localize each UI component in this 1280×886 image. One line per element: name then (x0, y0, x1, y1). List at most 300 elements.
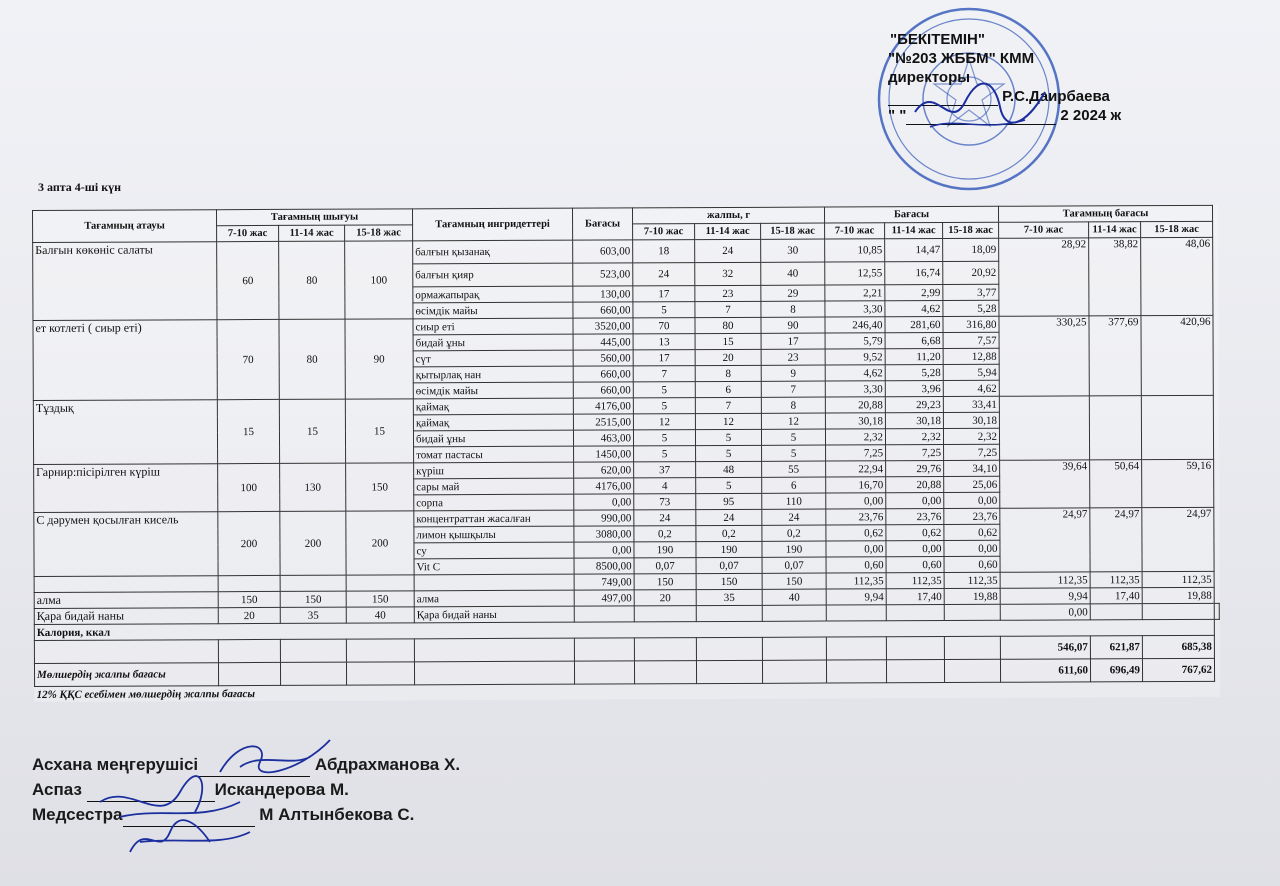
ingredient-cost: 0,00 (944, 492, 1000, 508)
ingredient-grams: 17 (633, 286, 695, 302)
empty-cell (346, 639, 414, 662)
ingredient-grams: 190 (634, 542, 696, 558)
table-row (33, 237, 1218, 265)
ingredient-grams: 5 (633, 398, 695, 414)
age-header: 11-14 жас (695, 223, 761, 239)
dish-output: 200 (218, 511, 280, 575)
ingredient-grams: 190 (696, 541, 762, 557)
ingredient-cost: 25,06 (944, 476, 1000, 492)
ingredient-name: ормажапырақ (413, 286, 573, 303)
header-cost: Бағасы (824, 206, 998, 223)
empty-cell (280, 639, 346, 662)
ingredient-grams: 0,2 (762, 525, 826, 541)
ingredient-price: 3080,00 (574, 526, 634, 542)
ingredient-cost: 0,00 (826, 493, 886, 509)
dish-output: 90 (345, 319, 413, 399)
ingredient-grams: 40 (761, 262, 825, 285)
empty-cell (574, 661, 634, 684)
ingredient-price: 8500,00 (574, 558, 634, 574)
ingredient-grams: 110 (762, 493, 826, 509)
dish-output: 200 (346, 511, 414, 575)
dish-name: Гарнир:пісірілген күріш (34, 464, 218, 513)
approval-title: "БЕКІТЕМІН" (890, 31, 985, 48)
ingredient-name: өсімдік майы (413, 382, 573, 399)
header-dish-price: Тағамның бағасы (998, 205, 1212, 222)
ingredient-grams: 5 (633, 302, 695, 318)
ingredient-grams: 5 (633, 382, 695, 398)
ingredient-cost: 0,62 (826, 525, 886, 541)
dish-output: 70 (217, 319, 279, 399)
ingredient-cost: 30,18 (825, 413, 885, 429)
dish-total-price (999, 396, 1089, 460)
ingredient-grams: 24 (634, 510, 696, 526)
ingredient-grams: 7 (633, 366, 695, 382)
age-header: 11-14 жас (1089, 222, 1141, 238)
age-header: 15-18 жас (1141, 221, 1213, 237)
age-header: 15-18 жас (761, 223, 825, 239)
age-header: 7-10 жас (999, 222, 1089, 238)
ingredient-grams: 5 (634, 446, 696, 462)
ingredient-cost: 3,96 (885, 381, 943, 397)
empty-cell (826, 637, 886, 660)
ingredient-cost: 246,40 (825, 317, 885, 333)
dish-output: 100 (218, 463, 280, 511)
vat-total-value: 767,62 (1142, 658, 1214, 681)
ingredient-cost: 4,62 (825, 365, 885, 381)
ingredient-cost: 20,88 (825, 397, 885, 413)
ingredient-price: 2515,00 (573, 414, 633, 430)
ingredient-cost: 0,60 (826, 557, 886, 573)
ingredient-cost: 29,23 (885, 397, 943, 413)
ingredient-name: сиыр еті (413, 318, 573, 335)
ingredient-cost: 112,35 (826, 573, 886, 589)
dish-total-price: 9,94 (1000, 588, 1090, 604)
ingredient-grams: 23 (761, 349, 825, 365)
empty-cell (826, 660, 886, 683)
ingredient-name: балғын қияр (413, 263, 573, 287)
ingredient-grams: 5 (695, 429, 761, 445)
ingredient-cost: 11,20 (885, 349, 943, 365)
empty-cell (34, 640, 218, 664)
ingredient-cost: 10,85 (825, 239, 885, 262)
ingredient-grams: 32 (695, 262, 761, 285)
dish-total-price: 330,25 (999, 316, 1089, 396)
ingredient-cost: 7,25 (944, 444, 1000, 460)
empty-cell (280, 575, 346, 591)
ingredient-cost: 5,94 (943, 364, 999, 380)
ingredient-grams: 23 (695, 285, 761, 301)
dish-output: 15 (217, 399, 279, 463)
empty-cell (1142, 603, 1214, 619)
ingredient-cost: 12,88 (943, 348, 999, 364)
ingredient-cost: 23,76 (944, 508, 1000, 524)
ingredient-cost: 7,25 (826, 445, 886, 461)
dish-output: 40 (346, 607, 414, 623)
ingredient-grams: 4 (634, 478, 696, 494)
ingredient-grams: 8 (695, 365, 761, 381)
ingredient-cost: 0,00 (826, 541, 886, 557)
ingredient-cost: 0,62 (886, 525, 944, 541)
dish-output: 100 (345, 241, 413, 319)
dish-total-price: 112,35 (1142, 571, 1214, 587)
ingredient-grams: 150 (634, 574, 696, 590)
empty-cell (762, 660, 826, 683)
ingredient-name: Vit C (414, 558, 574, 575)
dish-total-price: 59,16 (1142, 459, 1214, 507)
empty-cell (218, 575, 280, 591)
ingredient-cost: 7,57 (943, 332, 999, 348)
ingredient-grams: 24 (696, 509, 762, 525)
ingredient-grams: 7 (695, 397, 761, 413)
portion-total-value: 685,38 (1142, 635, 1214, 658)
ingredient-grams: 30 (761, 239, 825, 262)
ingredient-name: бидай ұны (413, 334, 573, 351)
ingredient-grams: 150 (762, 573, 826, 589)
age-header: 7-10 жас (825, 223, 885, 239)
ingredient-name: бидай ұны (413, 430, 573, 447)
dish-name: Тұздық (33, 400, 217, 465)
ingredient-name: лимон қышқылы (414, 526, 574, 543)
empty-cell (944, 604, 1000, 620)
dish-output: 80 (279, 241, 345, 319)
dish-total-price: 39,64 (1000, 460, 1090, 508)
dish-output: 150 (280, 591, 346, 607)
dish-output: 150 (346, 463, 414, 511)
ingredient-cost: 3,77 (943, 284, 999, 300)
ingredient-grams: 5 (633, 430, 695, 446)
ingredient-grams: 8 (761, 397, 825, 413)
empty-cell (944, 659, 1000, 682)
dish-total-price: 17,40 (1090, 588, 1142, 604)
ingredient-grams: 40 (762, 589, 826, 605)
ingredient-name: алма (414, 590, 574, 607)
ingredient-name: су (414, 542, 574, 559)
menu-table (32, 205, 1220, 702)
ingredient-cost: 112,35 (944, 572, 1000, 588)
portion-total-label: Мөлшердің жалпы бағасы (34, 663, 218, 687)
ingredient-grams: 29 (761, 285, 825, 301)
ingredient-grams: 150 (696, 573, 762, 589)
dish-total-price: 420,96 (1141, 315, 1213, 395)
ingredient-grams: 9 (761, 365, 825, 381)
signature-role: Медсестра (32, 805, 123, 824)
ingredient-cost: 20,92 (943, 261, 999, 284)
ingredient-cost: 30,18 (943, 412, 999, 428)
dish-total-price (1141, 395, 1213, 459)
ingredient-cost: 3,30 (825, 381, 885, 397)
empty-cell (414, 574, 574, 591)
ingredient-grams: 24 (762, 509, 826, 525)
menu-table-body (33, 237, 1220, 702)
ingredient-grams: 35 (696, 589, 762, 605)
dish-total-price: 28,92 (999, 238, 1089, 316)
ingredient-cost: 23,76 (886, 509, 944, 525)
ingredient-cost: 33,41 (943, 396, 999, 412)
ingredient-grams: 15 (695, 333, 761, 349)
ingredient-cost: 9,52 (825, 349, 885, 365)
ingredient-grams: 90 (761, 317, 825, 333)
ingredient-grams: 12 (695, 413, 761, 429)
ingredient-cost: 0,00 (944, 540, 1000, 556)
ingredient-grams: 0,07 (634, 558, 696, 574)
ingredient-cost: 2,32 (885, 429, 943, 445)
ingredient-cost: 2,32 (943, 428, 999, 444)
ingredient-grams: 7 (761, 381, 825, 397)
empty-cell (280, 662, 346, 685)
signature-role: Аспаз (32, 780, 82, 799)
ingredient-cost: 6,68 (885, 333, 943, 349)
dish-name: С дәрумен қосылған кисель (34, 512, 218, 577)
ingredient-grams: 0,2 (696, 525, 762, 541)
ingredient-cost: 30,18 (885, 413, 943, 429)
ingredient-grams: 18 (633, 240, 695, 263)
empty-cell (696, 637, 762, 660)
dish-total-price: 24,97 (1142, 507, 1214, 571)
ingredient-grams: 24 (695, 239, 761, 262)
ingredient-cost: 4,62 (943, 380, 999, 396)
ingredient-grams: 73 (634, 494, 696, 510)
approval-date-suffix: 2 2024 ж (1060, 107, 1122, 124)
ingredient-cost: 281,60 (885, 317, 943, 333)
ingredient-price: 3520,00 (573, 318, 633, 334)
ingredient-cost: 0,00 (886, 541, 944, 557)
ingredient-name: өсімдік майы (413, 302, 573, 319)
director-signature-icon (905, 72, 1055, 142)
ingredient-name: қаймақ (413, 414, 573, 431)
ingredient-grams: 8 (761, 301, 825, 317)
empty-cell (826, 605, 886, 621)
ingredient-price: 1450,00 (574, 446, 634, 462)
ingredient-price: 620,00 (574, 462, 634, 478)
ingredient-cost: 0,60 (944, 556, 1000, 572)
ingredient-cost: 34,10 (944, 460, 1000, 476)
ingredient-cost: 18,09 (943, 238, 999, 261)
ingredient-cost: 9,94 (826, 589, 886, 605)
ingredient-grams: 5 (696, 477, 762, 493)
ingredient-price: 990,00 (574, 510, 634, 526)
dish-name: Қара бидай наны (34, 608, 218, 625)
signature-name: Абдрахманова Х. (314, 755, 461, 774)
ingredient-cost: 16,70 (826, 477, 886, 493)
ingredient-cost: 0,62 (944, 524, 1000, 540)
ingredient-cost: 2,99 (885, 285, 943, 301)
ingredient-grams: 17 (633, 350, 695, 366)
dish-total-price: 48,06 (1141, 237, 1213, 315)
age-header: 7-10 жас (217, 225, 279, 241)
dish-total-price: 112,35 (1000, 572, 1090, 588)
age-header: 11-14 жас (279, 225, 345, 241)
empty-cell (634, 661, 696, 684)
ingredient-cost: 2,32 (825, 429, 885, 445)
ingredient-cost: 0,00 (886, 493, 944, 509)
ingredient-cost: 29,76 (886, 461, 944, 477)
empty-cell (574, 606, 634, 622)
ingredient-cost: 20,88 (886, 477, 944, 493)
dish-total-price: 50,64 (1090, 460, 1142, 508)
dish-output: 150 (346, 591, 414, 607)
dish-output: 20 (218, 607, 280, 623)
ingredient-price: 0,00 (574, 542, 634, 558)
ingredient-cost: 16,74 (885, 262, 943, 285)
ingredient-cost: 4,62 (885, 301, 943, 317)
ingredient-name: сүт (413, 350, 573, 367)
empty-cell (218, 662, 280, 685)
ingredient-grams: 24 (633, 263, 695, 286)
ingredient-grams: 6 (695, 381, 761, 397)
ingredient-name: сары май (414, 478, 574, 495)
ingredient-cost: 5,28 (943, 300, 999, 316)
ingredient-grams: 20 (695, 349, 761, 365)
ingredient-grams: 48 (696, 461, 762, 477)
ingredient-price: 445,00 (573, 334, 633, 350)
ingredient-grams: 0,07 (696, 557, 762, 573)
approval-school: "№203 ЖББМ" КММ (888, 50, 1035, 67)
ingredient-cost: 0,60 (886, 557, 944, 573)
ingredient-name: қытырлақ нан (413, 366, 573, 383)
ingredient-price: 4176,00 (574, 478, 634, 494)
ingredient-grams: 12 (633, 414, 695, 430)
vat-total-label: 12% ҚҚС есебімен мөлшердің жалпы бағасы (36, 687, 256, 701)
ingredient-grams: 55 (762, 461, 826, 477)
dish-output: 60 (217, 241, 279, 319)
signature-name: Искандерова М. (214, 780, 349, 799)
empty-cell (414, 661, 574, 685)
ingredient-cost: 22,94 (826, 461, 886, 477)
header-output: Тағамның шығуы (217, 209, 413, 226)
header-total-g: жалпы, г (632, 207, 824, 224)
dish-total-price (1089, 396, 1141, 460)
ingredient-name: сорпа (414, 494, 574, 511)
ingredient-cost: 12,55 (825, 262, 885, 285)
portion-total-value: 621,87 (1090, 636, 1142, 659)
ingredient-price: 130,00 (573, 286, 633, 302)
ingredient-name: балғын қызанақ (413, 240, 573, 264)
empty-cell (886, 605, 944, 621)
header-ingredients: Тағамның ингридеттері (412, 208, 572, 241)
ingredient-price: 660,00 (573, 382, 633, 398)
menu-table-wrapper (32, 205, 1220, 702)
signature-role: Асхана меңгерушісі (32, 755, 199, 774)
dish-output: 15 (279, 399, 345, 463)
age-header: 15-18 жас (345, 225, 413, 241)
ingredient-grams: 190 (762, 541, 826, 557)
approval-date-prefix: " " (888, 107, 907, 124)
dish-name: ет котлеті ( сиыр еті) (33, 320, 217, 401)
ingredient-price: 749,00 (574, 574, 634, 590)
ingredient-price: 497,00 (574, 590, 634, 606)
ingredient-grams: 70 (633, 318, 695, 334)
age-header: 15-18 жас (943, 222, 999, 238)
ingredient-grams: 80 (695, 317, 761, 333)
ingredient-cost: 2,21 (825, 285, 885, 301)
empty-cell (346, 575, 414, 591)
empty-cell (218, 639, 280, 662)
ingredient-price: 660,00 (573, 302, 633, 318)
empty-cell (414, 638, 574, 662)
ingredient-grams: 5 (696, 445, 762, 461)
ingredient-cost: 112,35 (886, 573, 944, 589)
empty-cell (634, 638, 696, 661)
ingredient-cost: 23,76 (826, 509, 886, 525)
dish-total-price: 377,69 (1089, 316, 1141, 396)
vat-total-value: 611,60 (1000, 659, 1090, 682)
ingredient-grams: 5 (762, 445, 826, 461)
ingredient-name: күріш (414, 462, 574, 479)
empty-cell (944, 636, 1000, 659)
age-header: 7-10 жас (633, 224, 695, 240)
header-price: Бағасы (572, 208, 632, 240)
dish-output: 80 (279, 319, 345, 399)
ingredient-grams: 6 (762, 477, 826, 493)
week-day-label: 3 апта 4-ші күн (38, 180, 122, 194)
ingredient-name: томат пастасы (414, 446, 574, 463)
ingredient-grams: 95 (696, 493, 762, 509)
ingredient-name: қаймақ (413, 398, 573, 415)
ingredient-grams: 17 (761, 333, 825, 349)
empty-cell (1090, 604, 1142, 620)
age-header: 11-14 жас (885, 223, 943, 239)
dish-name: Балғын көкөніс салаты (33, 242, 217, 321)
ingredient-price: 463,00 (573, 430, 633, 446)
ingredient-price: 603,00 (573, 240, 633, 263)
ingredient-grams: 0,07 (762, 557, 826, 573)
ingredient-name: Қара бидай наны (414, 606, 574, 623)
empty-cell (762, 637, 826, 660)
ingredient-cost: 14,47 (885, 239, 943, 262)
empty-cell (886, 637, 944, 660)
empty-cell (34, 576, 218, 593)
dish-output: 130 (280, 463, 346, 511)
ingredient-cost: 5,28 (885, 365, 943, 381)
vat-total-value: 696,49 (1090, 659, 1142, 682)
calorie-label: Калория, ккал (34, 619, 1214, 640)
ingredient-cost: 17,40 (886, 589, 944, 605)
empty-cell (696, 605, 762, 621)
ingredient-grams: 37 (634, 462, 696, 478)
ingredient-grams: 0,2 (634, 526, 696, 542)
ingredient-cost: 316,80 (943, 316, 999, 332)
ingredient-cost: 3,30 (825, 301, 885, 317)
dish-total-price: 24,97 (1000, 508, 1090, 572)
ingredient-cost: 7,25 (886, 445, 944, 461)
approval-position: директоры (888, 69, 971, 86)
dish-total-price: 112,35 (1090, 572, 1142, 588)
ingredient-price: 4176,00 (573, 398, 633, 414)
approval-director-name: Р.С.Даирбаева (1002, 88, 1110, 105)
dish-total-price: 24,97 (1090, 508, 1142, 572)
empty-cell (886, 660, 944, 683)
staff-signatures-icon (100, 732, 360, 862)
empty-cell (574, 638, 634, 661)
ingredient-grams: 13 (633, 334, 695, 350)
dish-total-price: 38,82 (1089, 238, 1141, 316)
empty-cell (1214, 603, 1219, 619)
ingredient-cost: 0,00 (1000, 604, 1090, 620)
ingredient-grams: 5 (761, 429, 825, 445)
empty-cell (346, 662, 414, 685)
signature-name: М Алтынбекова С. (259, 805, 415, 824)
ingredient-grams: 7 (695, 301, 761, 317)
ingredient-grams: 12 (761, 413, 825, 429)
dish-output: 35 (280, 607, 346, 623)
dish-name: алма (34, 592, 218, 609)
ingredient-price: 660,00 (573, 366, 633, 382)
portion-total-value: 546,07 (1000, 636, 1090, 659)
ingredient-price: 523,00 (573, 263, 633, 286)
ingredient-price: 0,00 (574, 494, 634, 510)
header-dish-name: Тағамның атауы (33, 210, 217, 243)
ingredient-cost: 5,79 (825, 333, 885, 349)
